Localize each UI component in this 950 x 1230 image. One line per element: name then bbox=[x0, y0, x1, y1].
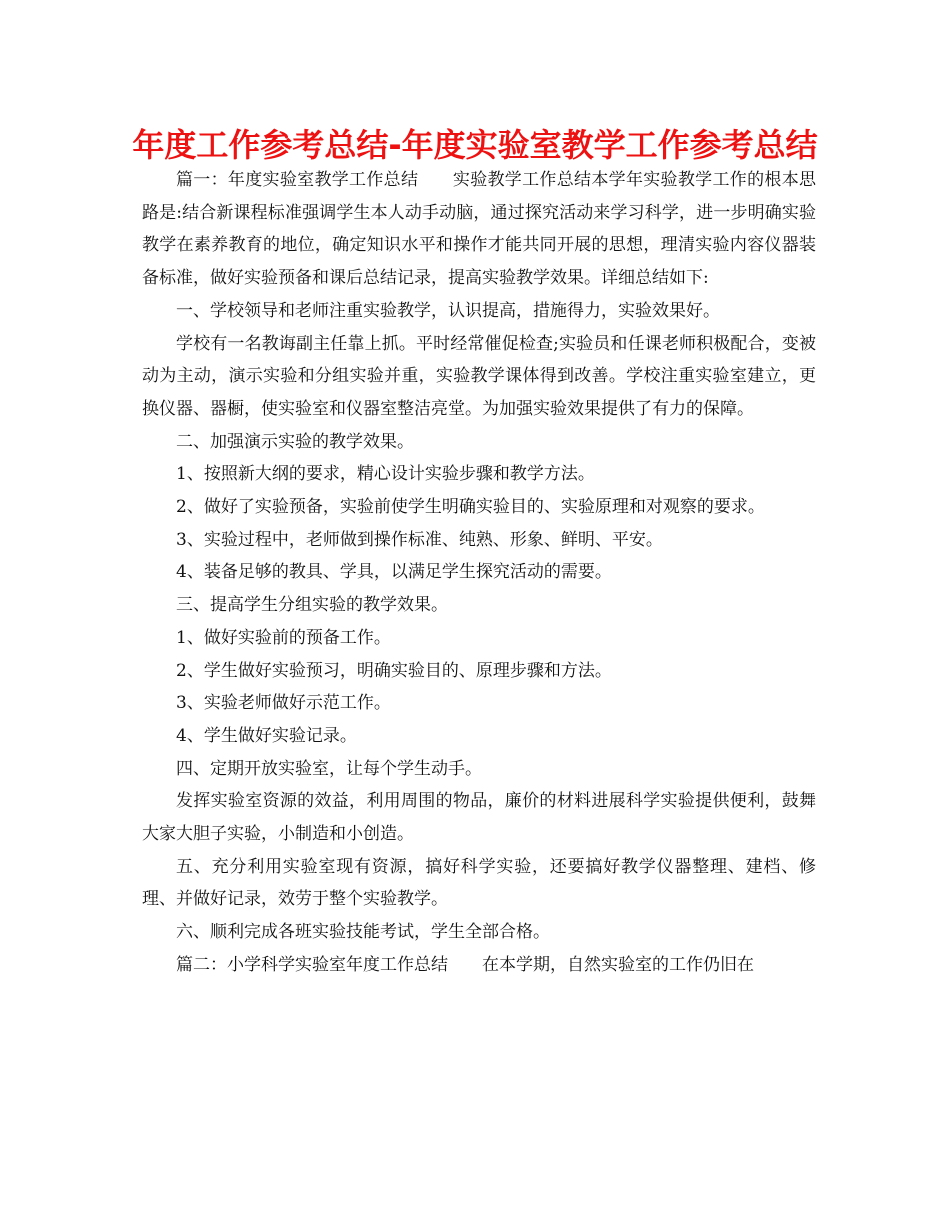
paragraph: 六、顺利完成各班实验技能考试，学生全部合格。 bbox=[176, 922, 550, 943]
document-body bbox=[142, 164, 816, 982]
paragraph: 3、实验过程中，老师做到操作标准、纯熟、形象、鲜明、平安。 bbox=[176, 529, 663, 550]
paragraph: 一、学校领导和老师注重实验教学，认识提高，措施得力，实验效果好。 bbox=[176, 300, 720, 321]
paragraph: 篇二：小学科学实验室年度工作总结 在本学期，自然实验室的工作仍旧在 bbox=[176, 954, 754, 975]
paragraph: 4、装备足够的教具、学具，以满足学生探究活动的需要。 bbox=[176, 562, 612, 583]
paragraph: 篇一：年度实验室教学工作总结 实验教学工作总结本学年实验教学工作的根本思路是:结合新课程标准强调学生本人动手动脑，通过探究活动来学习科学，进一步明确实验教学在素养教育的地位，确定知识水平和操作才能共同开展的思想，理清实验内容仪器装备标准，做好实验预备和课后总结记录，提高实验教学效果。详细总结如下: bbox=[142, 170, 816, 289]
paragraph: 1、按照新大纲的要求，精心设计实验步骤和教学方法。 bbox=[176, 464, 595, 485]
paragraph: 学校有一名教诲副主任靠上抓。平时经常催促检查;实验员和任课老师积极配合，变被动为主动，演示实验和分组实验并重，实验教学课体得到改善。学校注重实验室建立，更换仪器、器橱，使实验室和仪器室整洁亮堂。为加强实验效果提供了有力的保障。 bbox=[142, 333, 816, 419]
paragraph: 发挥实验室资源的效益，利用周围的物品，廉价的材料进展科学实验提供便利，鼓舞大家大胆子实验，小制造和小创造。 bbox=[142, 791, 816, 845]
document-title: 年度工作参考总结-年度实验室教学工作参考总结 bbox=[132, 126, 818, 164]
paragraph: 3、实验老师做好示范工作。 bbox=[176, 693, 391, 714]
paragraph: 2、学生做好实验预习，明确实验目的、原理步骤和方法。 bbox=[176, 660, 612, 681]
paragraph: 1、做好实验前的预备工作。 bbox=[176, 627, 391, 648]
paragraph: 2、做好了实验预备，实验前使学生明确实验目的、实验原理和对观察的要求。 bbox=[176, 497, 765, 518]
paragraph: 五、充分利用实验室现有资源，搞好科学实验，还要搞好教学仪器整理、建档、修理、并做好记录，效劳于整个实验教学。 bbox=[142, 856, 816, 910]
paragraph: 四、定期开放实验室，让每个学生动手。 bbox=[176, 758, 482, 779]
paragraph: 4、学生做好实验记录。 bbox=[176, 725, 357, 746]
paragraph: 二、加强演示实验的教学效果。 bbox=[176, 431, 414, 452]
paragraph: 三、提高学生分组实验的教学效果。 bbox=[176, 595, 448, 616]
